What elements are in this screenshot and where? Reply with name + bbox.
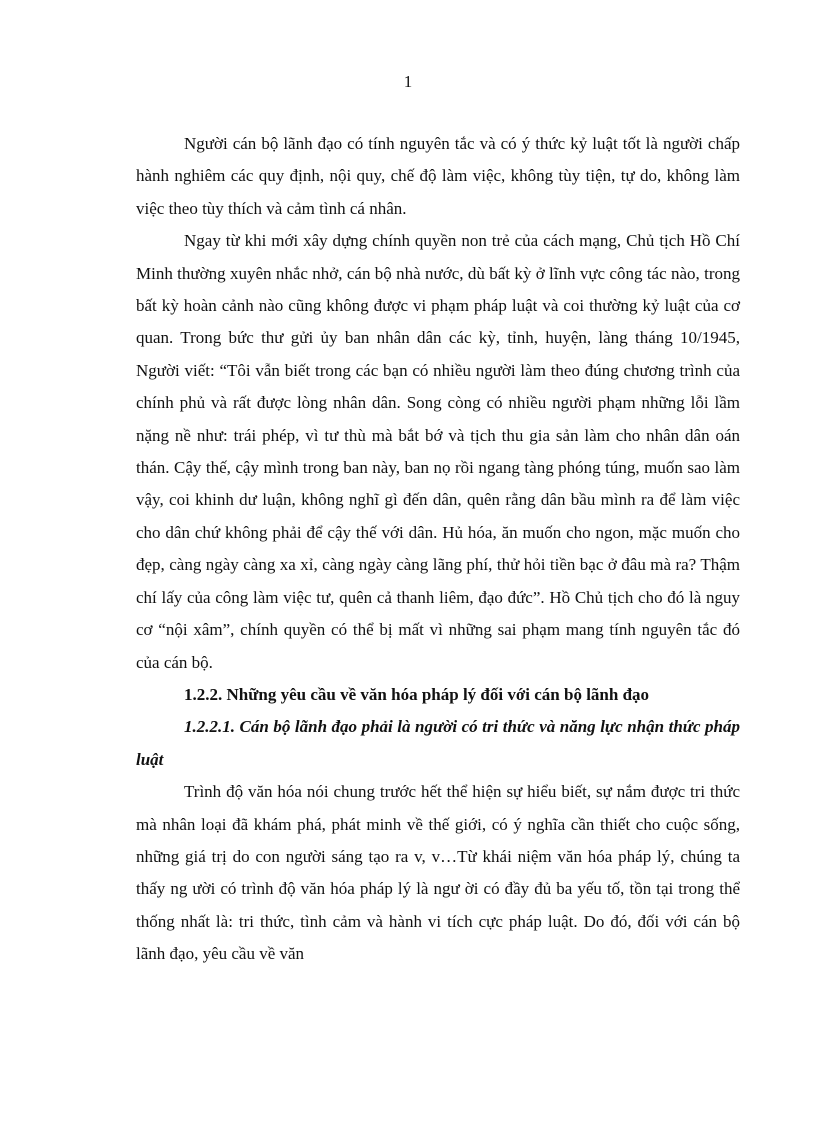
page-number: 1	[403, 72, 413, 91]
paragraph-3: Trình độ văn hóa nói chung trước hết thể hiện sự hiểu biết, sự nắm được tri thức mà nhân loại đã khám phá, phát minh về thế giới, có ý nghĩa cần thiết cho cuộc sống, những giá trị do con người sáng tạo ra v, v…Từ khái niệm văn hóa pháp lý, chúng ta thấy ng ười có trình độ văn hóa pháp lý là ngư ời có đầy đủ ba yếu tố, tồn tại trong thể thống nhất là: tri thức, tình cảm và hành vi tích cực pháp luật. Do đó, đối với cán bộ lãnh đạo, yêu cầu về văn	[136, 782, 740, 964]
paragraph-1: Người cán bộ lãnh đạo có tính nguyên tắc và có ý thức kỷ luật tốt là người chấp hành nghiêm các quy định, nội quy, chế độ làm việc, không tùy tiện, tự do, không làm việc theo tùy thích và cảm tình cá nhân.	[136, 134, 740, 218]
section-heading: 1.2.2. Những yêu cầu về văn hóa pháp lý đối với cán bộ lãnh đạo	[184, 684, 650, 704]
body-text	[136, 128, 740, 971]
paragraph-2: Ngay từ khi mới xây dựng chính quyền non trẻ của cách mạng, Chủ tịch Hồ Chí Minh thường xuyên nhắc nhở, cán bộ nhà nước, dù bất kỳ ở lĩnh vực công tác nào, trong bất kỳ hoàn cảnh nào cũng không được vi phạm pháp luật và coi thường kỷ luật của cơ quan. Trong bức thư gửi ủy ban nhân dân các kỳ, tỉnh, huyện, làng tháng 10/1945, Người viết: “Tôi vẫn biết trong các bạn có nhiều người làm theo đúng chương trình của chính phủ và rất được lòng nhân dân. Song còng có nhiều người phạm những lỗi lầm nặng nề như: trái phép, vì tư thù mà bắt bớ và tịch thu gia sản làm cho nhân dân oán thán. Cậy thế, cậy mình trong ban này, ban nọ rồi ngang tàng phóng túng, muốn sao làm vậy, coi khinh dư luận, không nghĩ gì đến dân, quên rằng dân bầu mình ra để làm việc cho dân chứ không phải để cậy thế với dân. Hủ hóa, ăn muốn cho ngon, mặc muốn cho đẹp, càng ngày càng xa xỉ, càng ngày càng lãng phí, thử hỏi tiền bạc ở đâu mà ra? Thậm chí lấy của công làm việc tư, quên cả thanh liêm, đạo đức”. Hồ Chủ tịch cho đó là nguy cơ “nội xâm”, chính quyền có thể bị mất vì những sai phạm mang tính nguyên tắc đó của cán bộ.	[136, 231, 740, 672]
subsection-heading: 1.2.2.1. Cán bộ lãnh đạo phải là người có tri thức và năng lực nhận thức pháp luật	[136, 717, 740, 769]
